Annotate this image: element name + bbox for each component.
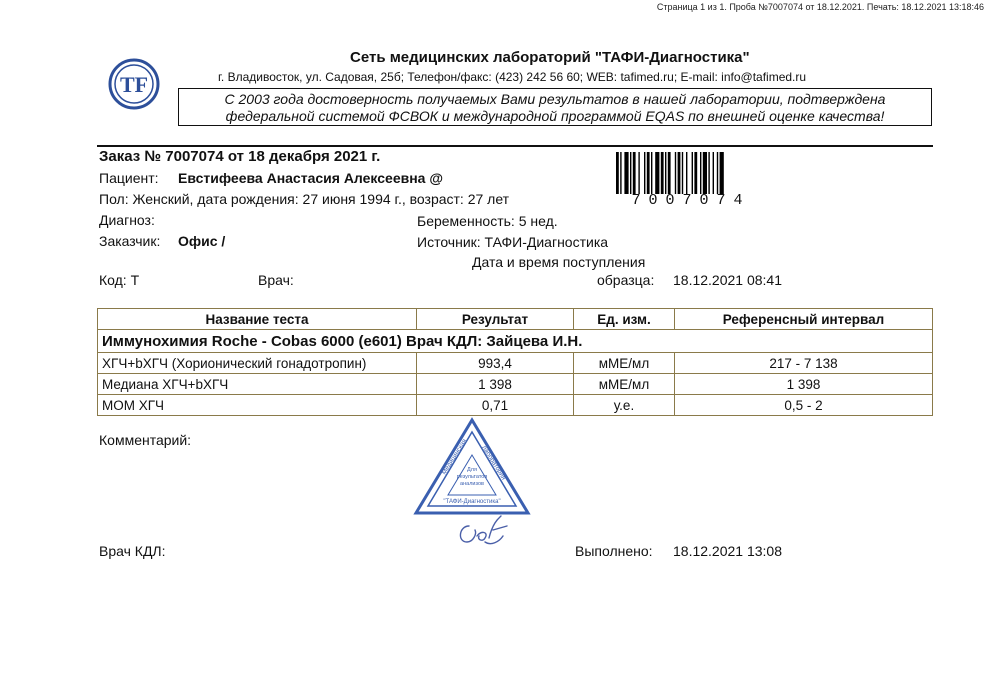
test-result: 1 398 [417, 374, 574, 395]
test-name: МОМ ХГЧ [98, 395, 417, 416]
quality-note: С 2003 года достоверность получаемых Вами результатов в нашей лаборатории, подтверждена федеральной системой ФСВОК и международной программой EQAS по внешней оценке качества! [178, 88, 932, 126]
barcode-bar [651, 152, 652, 194]
barcode-bar [713, 152, 714, 194]
stamp-text-1: Медицинская [440, 437, 469, 477]
test-result: 993,4 [417, 353, 574, 374]
table-row [98, 374, 933, 395]
barcode-bar [694, 152, 697, 194]
customer-value: Офис / [178, 233, 226, 249]
stamp-text-3: Для [467, 467, 477, 473]
barcode-bar [638, 152, 639, 194]
test-name: Медиана ХГЧ+bХГЧ [98, 374, 417, 395]
test-unit: у.е. [574, 395, 675, 416]
lab-stamp-icon [412, 417, 532, 517]
col-unit: Ед. изм. [574, 309, 675, 330]
barcode-bar [708, 152, 709, 194]
logo-text: TF [119, 72, 149, 97]
barcode-icon [616, 152, 766, 194]
barcode-bar [675, 152, 676, 194]
comment-label: Комментарий: [99, 432, 192, 448]
customer-label: Заказчик: [99, 233, 161, 249]
results-table [97, 308, 933, 416]
table-row [98, 353, 933, 374]
patient-label: Пациент: [99, 170, 159, 186]
page-info: Страница 1 из 1. Проба №7007074 от 18.12.2021. Печать: 18.12.2021 13:18:46 [656, 2, 984, 12]
col-result: Результат [417, 309, 574, 330]
barcode-bar [655, 152, 659, 194]
barcode-bar [700, 152, 701, 194]
barcode-bar [686, 152, 687, 194]
barcode-bar [620, 152, 621, 194]
barcode-bar [633, 152, 636, 194]
received-label-1: Дата и время поступления [472, 254, 646, 270]
test-unit: мМЕ/мл [574, 353, 675, 374]
barcode-bar [703, 152, 707, 194]
test-reference: 1 398 [675, 374, 933, 395]
lab-logo-icon [108, 57, 160, 111]
doctor: Врач: [258, 272, 294, 288]
doctor-kdl-label: Врач КДЛ: [99, 543, 166, 559]
group-row [98, 330, 933, 353]
received-label-2: образца: [597, 272, 655, 288]
barcode-bar [661, 152, 664, 194]
test-reference: 217 - 7 138 [675, 353, 933, 374]
barcode-bar [624, 152, 628, 194]
order-title: Заказ № 7007074 от 18 декабря 2021 г. [99, 148, 381, 165]
barcode-bar [630, 152, 631, 194]
col-test-name: Название теста [98, 309, 417, 330]
stamp-text-2: лаборатория [480, 444, 507, 482]
org-address: г. Владивосток, ул. Садовая, 25б; Телефон/факс: (423) 242 56 60; WEB: tafimed.ru; E-mail: info@tafimed.ru [218, 70, 807, 84]
barcode-bar [668, 152, 671, 194]
barcode-bar [692, 152, 693, 194]
signature-icon [455, 512, 510, 550]
table-header-row [98, 309, 933, 330]
diagnosis-label: Диагноз: [99, 212, 155, 228]
stamp-text-5: анализов [460, 481, 484, 487]
pregnancy: Беременность: 5 нед. [417, 213, 558, 229]
done-label: Выполнено: [575, 543, 653, 559]
table-row [98, 395, 933, 416]
test-reference: 0,5 - 2 [675, 395, 933, 416]
barcode-bar [647, 152, 650, 194]
code: Код: Т [99, 272, 140, 288]
barcode-bar [678, 152, 681, 194]
barcode-bar [720, 152, 724, 194]
received-value: 18.12.2021 08:41 [673, 272, 782, 288]
barcode-bar [717, 152, 718, 194]
sex-birth: Пол: Женский, дата рождения: 27 июня 1994 г., возраст: 27 лет [99, 191, 510, 207]
divider [97, 145, 933, 147]
test-name: ХГЧ+bХГЧ (Хорионический гонадотропин) [98, 353, 417, 374]
done-value: 18.12.2021 13:08 [673, 543, 782, 559]
group-title: Иммунохимия Roche - Cobas 6000 (е601) Врач КДЛ: Зайцева И.Н. [98, 330, 933, 353]
stamp-text-4: результатов [456, 474, 488, 480]
barcode-number: 7007074 [631, 192, 751, 209]
barcode-bar [665, 152, 666, 194]
barcode-bar [682, 152, 683, 194]
barcode-bar [616, 152, 619, 194]
test-unit: мМЕ/мл [574, 374, 675, 395]
barcode-bar [644, 152, 645, 194]
test-result: 0,71 [417, 395, 574, 416]
patient-name: Евстифеева Анастасия Алексеевна @ [178, 170, 443, 186]
stamp-text-6: "ТАФИ-Диагностика" [443, 499, 501, 505]
org-name: Сеть медицинских лабораторий "ТАФИ-Диагностика" [350, 49, 750, 66]
source: Источник: ТАФИ-Диагностика [417, 234, 609, 250]
col-reference: Референсный интервал [675, 309, 933, 330]
